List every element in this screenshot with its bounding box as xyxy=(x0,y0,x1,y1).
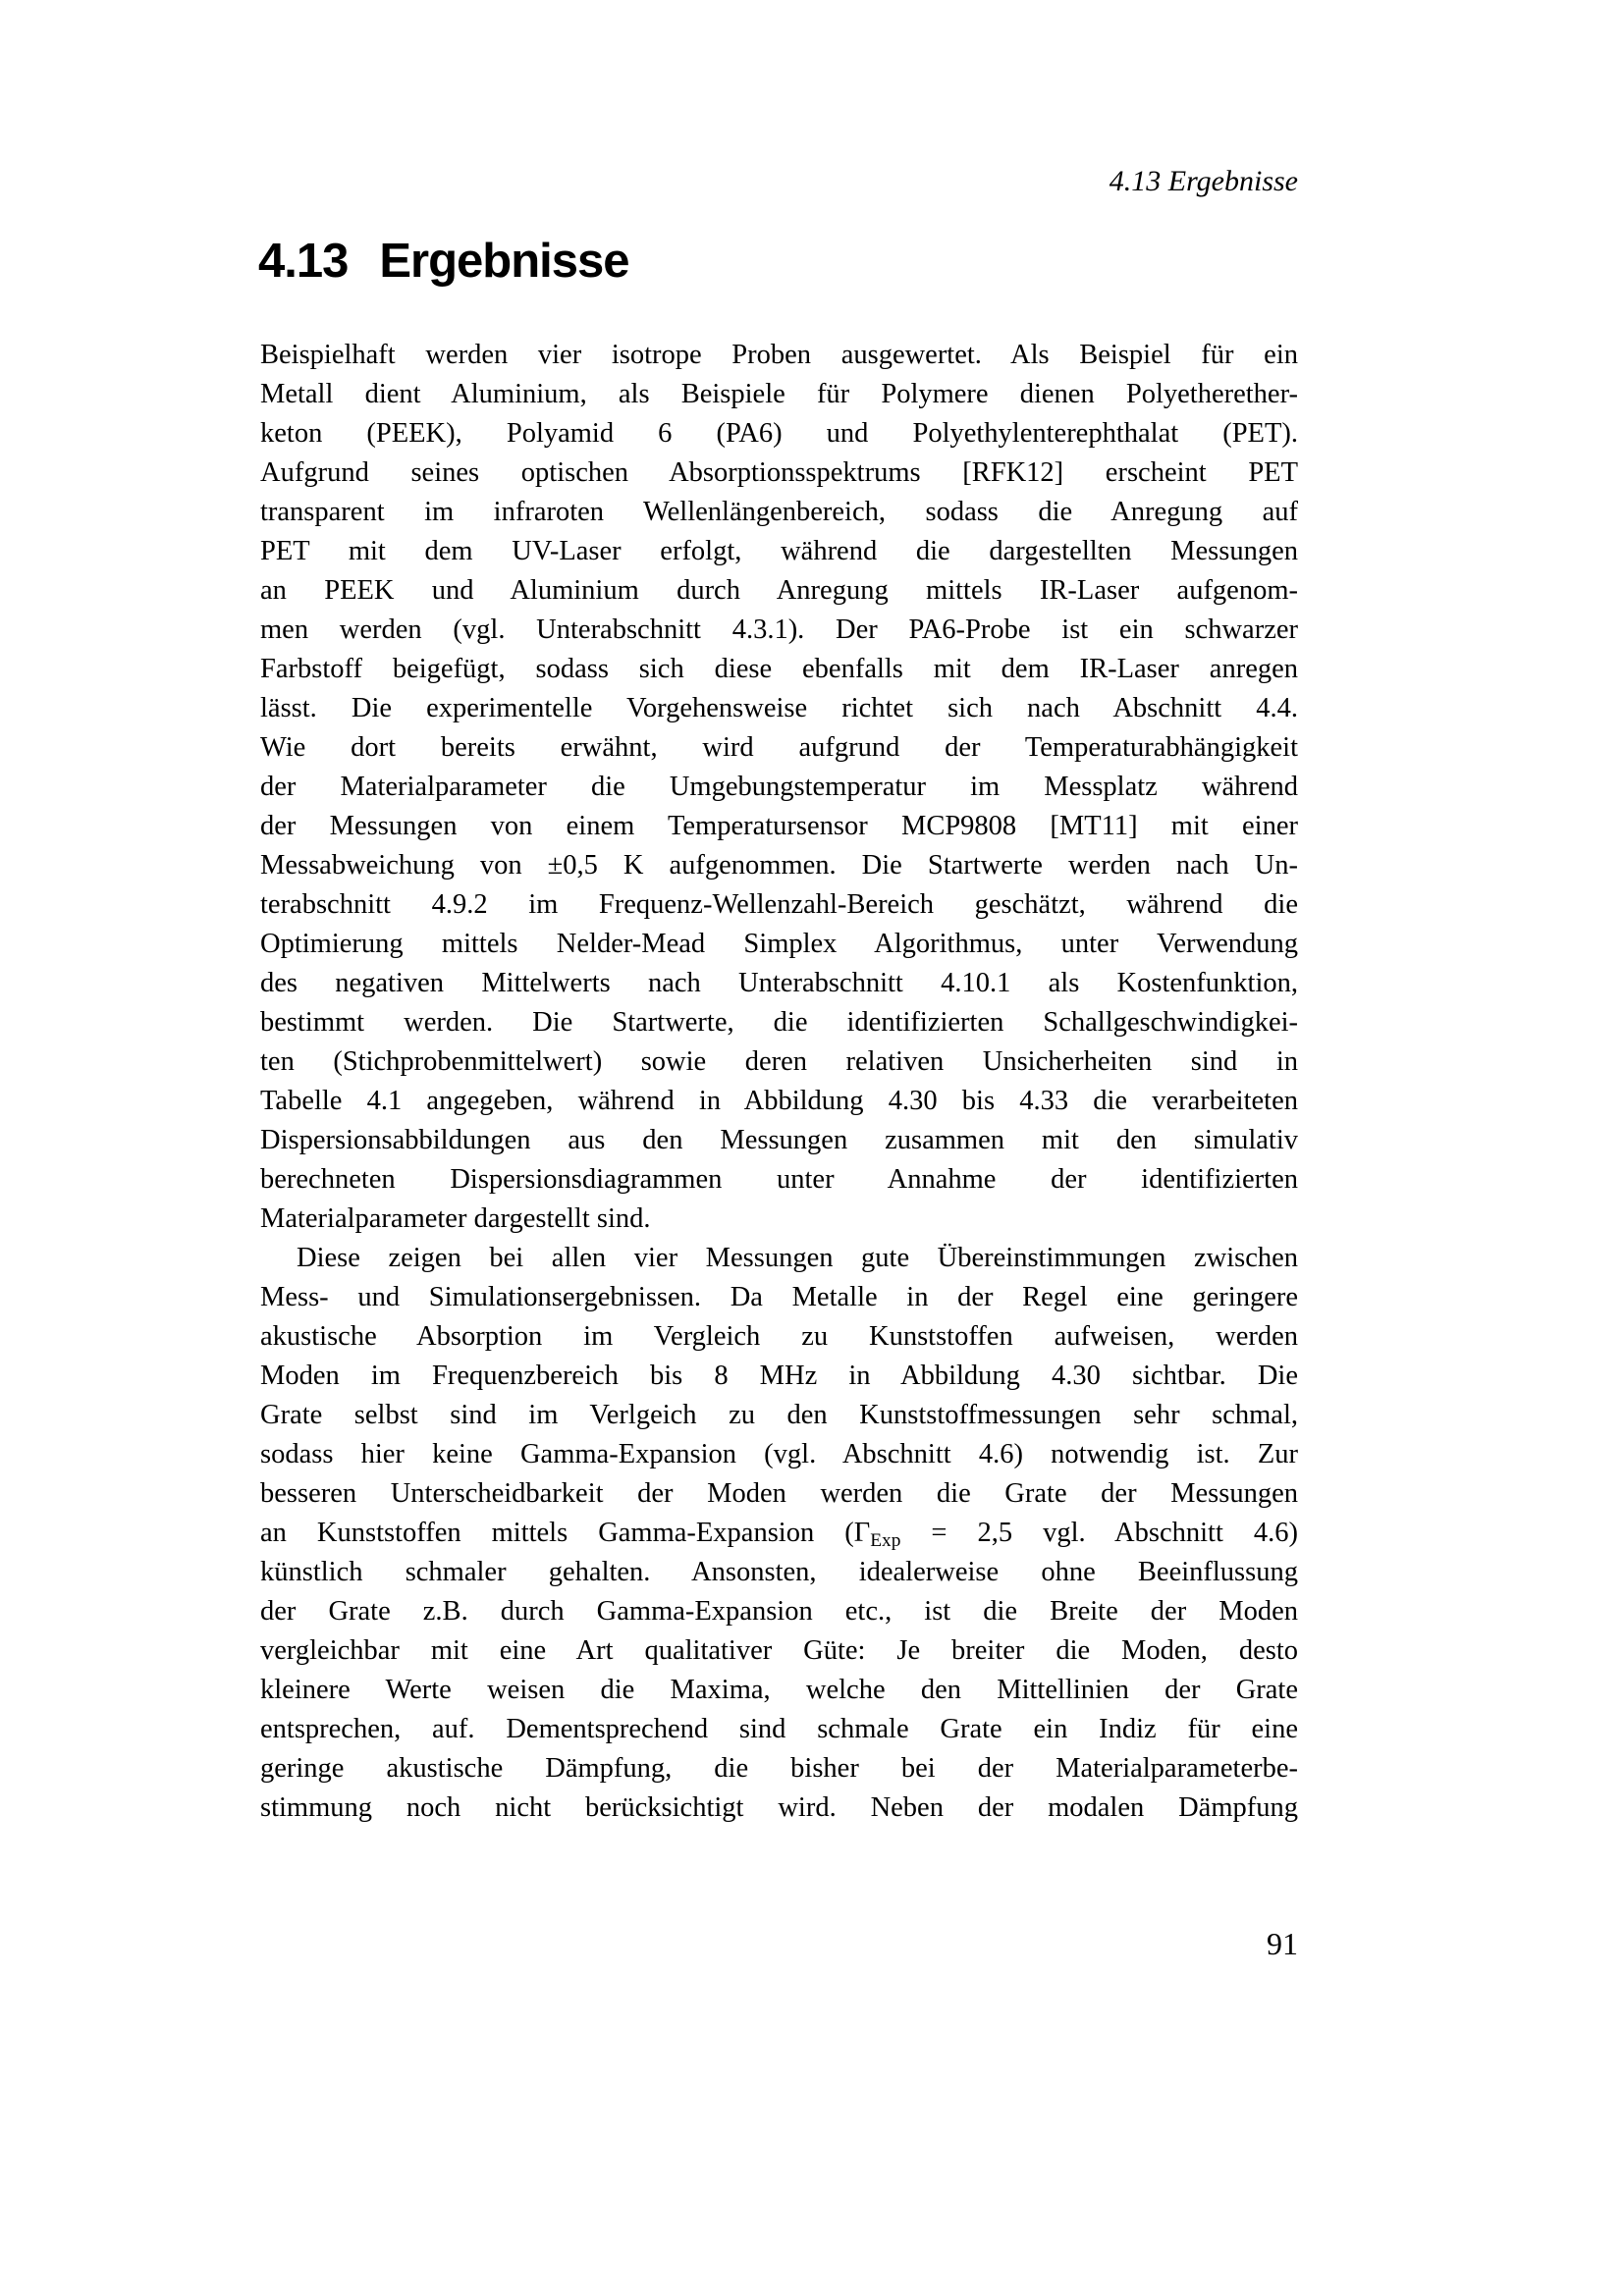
gamma-subscript: Exp xyxy=(870,1529,901,1551)
text-line: Moden im Frequenzbereich bis 8 MHz in Abbildung 4.30 sichtbar. Die xyxy=(260,1361,1298,1391)
text-line: keton (PEEK), Polyamid 6 (PA6) und Polyethylenterephthalat (PET). xyxy=(260,418,1298,449)
text-line: Materialparameter dargestellt sind. xyxy=(260,1203,651,1234)
text-line: Aufgrund seines optischen Absorptionsspektrums [RFK12] erscheint PET xyxy=(260,457,1298,488)
paragraph xyxy=(260,336,1298,1239)
section-heading xyxy=(258,234,629,289)
text-line: entsprechen, auf. Dementsprechend sind schmale Grate ein Indiz für eine xyxy=(260,1714,1298,1744)
text-line: sodass hier keine Gamma-Expansion (vgl. Abschnitt 4.6) notwendig ist. Zur xyxy=(260,1439,1298,1469)
text-line: terabschnitt 4.9.2 im Frequenz-Wellenzahl-Bereich geschätzt, während die xyxy=(260,889,1298,920)
text-line: men werden (vgl. Unterabschnitt 4.3.1). Der PA6-Probe ist ein schwarzer xyxy=(260,614,1298,645)
text-line: Tabelle 4.1 angegeben, während in Abbildung 4.30 bis 4.33 die verarbeiteten xyxy=(260,1086,1298,1116)
text-line: Grate selbst sind im Verlgeich zu den Kunststoffmessungen sehr schmal, xyxy=(260,1400,1298,1430)
text-line: des negativen Mittelwerts nach Unterabschnitt 4.10.1 als Kostenfunktion, xyxy=(260,968,1298,998)
text-line: geringe akustische Dämpfung, die bisher bei der Materialparameterbe- xyxy=(260,1753,1298,1784)
text-line: der Grate z.B. durch Gamma-Expansion etc., ist die Breite der Moden xyxy=(260,1596,1298,1627)
text-line: Diese zeigen bei allen vier Messungen gute Übereinstimmungen zwischen xyxy=(297,1243,1298,1273)
section-title: Ergebnisse xyxy=(379,235,629,288)
text-line: stimmung noch nicht berücksichtigt wird. Neben der modalen Dämpfung xyxy=(260,1792,1298,1823)
text-line: der Messungen von einem Temperatursensor MCP9808 [MT11] mit einer xyxy=(260,811,1298,841)
paragraph xyxy=(260,1239,1298,1828)
text-line: berechneten Dispersionsdiagrammen unter Annahme der identifizierten xyxy=(260,1164,1298,1195)
text-line: PET mit dem UV-Laser erfolgt, während die dargestellten Messungen xyxy=(260,536,1298,566)
text-line: besseren Unterscheidbarkeit der Moden werden die Grate der Messungen xyxy=(260,1478,1298,1509)
text-line: lässt. Die experimentelle Vorgehensweise richtet sich nach Abschnitt 4.4. xyxy=(260,693,1298,723)
section-number: 4.13 xyxy=(258,235,349,288)
body-text xyxy=(260,336,1298,1828)
text-line xyxy=(260,1514,1298,1553)
text-line: der Materialparameter die Umgebungstemperatur im Messplatz während xyxy=(260,772,1298,802)
text-line: Farbstoff beigefügt, sodass sich diese ebenfalls mit dem IR-Laser anregen xyxy=(260,654,1298,684)
text-line: an PEEK und Aluminium durch Anregung mittels IR-Laser aufgenom- xyxy=(260,575,1298,606)
text-line: Messabweichung von ±0,5 K aufgenommen. Die Startwerte werden nach Un- xyxy=(260,850,1298,881)
text-line: vergleichbar mit eine Art qualitativer Güte: Je breiter die Moden, desto xyxy=(260,1635,1298,1666)
text-line: ten (Stichprobenmittelwert) sowie deren relativen Unsicherheiten sind in xyxy=(260,1046,1298,1077)
text-line: akustische Absorption im Vergleich zu Kunststoffen aufweisen, werden xyxy=(260,1321,1298,1352)
text-line: transparent im infraroten Wellenlängenbereich, sodass die Anregung auf xyxy=(260,497,1298,527)
text-line: Beispielhaft werden vier isotrope Proben ausgewertet. Als Beispiel für ein xyxy=(260,340,1298,370)
text-line: Optimierung mittels Nelder-Mead Simplex Algorithmus, unter Verwendung xyxy=(260,929,1298,959)
text-line: bestimmt werden. Die Startwerte, die identifizierten Schallgeschwindigkei- xyxy=(260,1007,1298,1038)
text-line: kleinere Werte weisen die Maxima, welche den Mittellinien der Grate xyxy=(260,1675,1298,1705)
text-line: Mess- und Simulationsergebnissen. Da Metalle in der Regel eine geringere xyxy=(260,1282,1298,1312)
running-header: 4.13 Ergebnisse xyxy=(1109,165,1298,197)
text-segment: = 2,5 vgl. Abschnitt 4.6) xyxy=(900,1518,1298,1548)
text-line: künstlich schmaler gehalten. Ansonsten, idealerweise ohne Beeinflussung xyxy=(260,1557,1298,1587)
text-segment: an Kunststoffen mittels Gamma-Expansion (Γ xyxy=(260,1518,871,1548)
text-line: Dispersionsabbildungen aus den Messungen zusammen mit den simulativ xyxy=(260,1125,1298,1155)
text-line: Metall dient Aluminium, als Beispiele für Polymere dienen Polyetherether- xyxy=(260,379,1298,409)
text-line: Wie dort bereits erwähnt, wird aufgrund der Temperaturabhängigkeit xyxy=(260,732,1298,763)
page-number: 91 xyxy=(1267,1926,1298,1961)
